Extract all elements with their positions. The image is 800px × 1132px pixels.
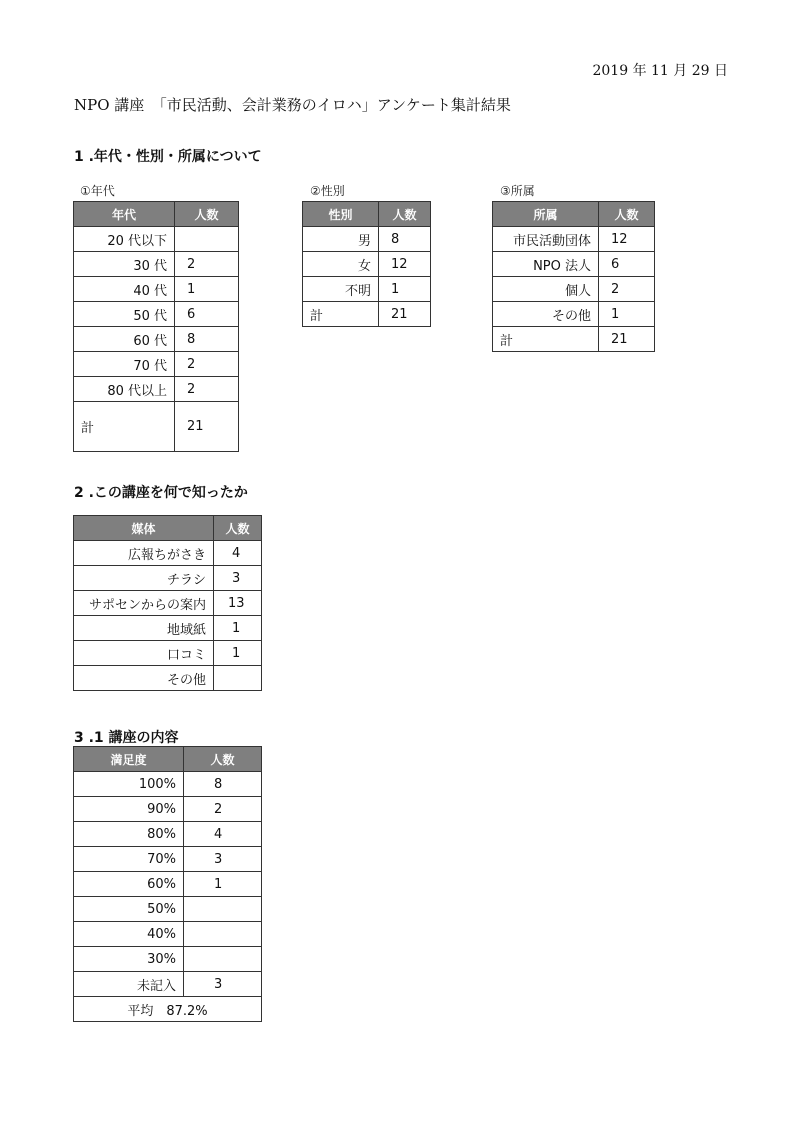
affiliation-count-cell: 12 [599,227,655,252]
age-count-cell: 2 [175,352,239,377]
total-count-cell: 21 [175,402,239,452]
total-count-cell: 21 [599,327,655,352]
age-label-cell: 70 代 [74,352,175,377]
media-label-cell: サポセンからの案内 [74,591,214,616]
media-count-cell: 1 [214,641,262,666]
table-row [303,252,431,277]
gender-count-cell: 8 [379,227,431,252]
satisfaction-count-cell [184,947,262,972]
table-row [74,872,262,897]
section-2-title: 2 .この講座を何で知ったか [74,485,248,501]
affiliation-count-cell: 6 [599,252,655,277]
table-header-cell: 性別 [303,202,379,227]
satisfaction-count-cell: 3 [184,972,262,997]
satisfaction-label-cell: 未記入 [74,972,184,997]
age-count-cell: 2 [175,377,239,402]
age-count-cell [175,227,239,252]
table-row [74,847,262,872]
table-row [303,277,431,302]
gender-count-cell: 1 [379,277,431,302]
age-table [73,201,239,452]
total-row [74,402,239,452]
media-label-cell: 口コミ [74,641,214,666]
gender-table [302,201,431,327]
age-count-cell: 6 [175,302,239,327]
total-row [303,302,431,327]
affiliation-count-cell: 2 [599,277,655,302]
satisfaction-label-cell: 30% [74,947,184,972]
gender-table-label: ②性別 [310,184,345,198]
media-table [73,515,262,691]
media-count-cell: 1 [214,616,262,641]
satisfaction-count-cell: 3 [184,847,262,872]
average-cell: 平均 87.2% [74,997,262,1022]
table-row [74,227,239,252]
table-header-cell: 人数 [379,202,431,227]
table-row [74,797,262,822]
table-row [74,377,239,402]
table-header-row [74,747,262,772]
age-table-label: ①年代 [80,184,115,198]
table-row [74,822,262,847]
section-1-title: 1 .年代・性別・所属について [74,149,262,165]
table-row [74,252,239,277]
table-header-cell: 満足度 [74,747,184,772]
table-row [493,277,655,302]
satisfaction-label-cell: 100% [74,772,184,797]
table-row [74,566,262,591]
age-count-cell: 1 [175,277,239,302]
table-row [493,227,655,252]
satisfaction-label-cell: 40% [74,922,184,947]
table-row [303,227,431,252]
media-count-cell: 13 [214,591,262,616]
total-label-cell: 計 [74,402,175,452]
media-count-cell: 4 [214,541,262,566]
media-count-cell: 3 [214,566,262,591]
table-row [74,591,262,616]
age-label-cell: 30 代 [74,252,175,277]
gender-count-cell: 12 [379,252,431,277]
table-header-cell: 人数 [175,202,239,227]
average-row [74,997,262,1022]
media-label-cell: チラシ [74,566,214,591]
table-header-row [493,202,655,227]
table-row [74,897,262,922]
media-label-cell: 地域紙 [74,616,214,641]
total-count-cell: 21 [379,302,431,327]
satisfaction-count-cell [184,922,262,947]
table-header-cell: 人数 [599,202,655,227]
affiliation-count-cell: 1 [599,302,655,327]
table-row [74,666,262,691]
table-row [74,972,262,997]
age-count-cell: 8 [175,327,239,352]
affiliation-table [492,201,655,352]
table-header-cell: 人数 [214,516,262,541]
age-label-cell: 40 代 [74,277,175,302]
table-header-cell: 人数 [184,747,262,772]
affiliation-label-cell: NPO 法人 [493,252,599,277]
media-label-cell: その他 [74,666,214,691]
table-header-cell: 所属 [493,202,599,227]
table-row [74,541,262,566]
satisfaction-count-cell [184,897,262,922]
satisfaction-table [73,746,262,1022]
document-date: 2019 年 11 月 29 日 [592,63,728,79]
table-header-cell: 媒体 [74,516,214,541]
table-header-row [303,202,431,227]
document-title: NPO 講座 「市民活動、会計業務のイロハ」アンケート集計結果 [74,96,511,114]
satisfaction-count-cell: 2 [184,797,262,822]
gender-label-cell: 女 [303,252,379,277]
table-row [493,252,655,277]
affiliation-label-cell: その他 [493,302,599,327]
table-row [74,641,262,666]
table-row [74,772,262,797]
gender-label-cell: 男 [303,227,379,252]
satisfaction-count-cell: 4 [184,822,262,847]
table-header-cell: 年代 [74,202,175,227]
satisfaction-count-cell: 8 [184,772,262,797]
age-label-cell: 60 代 [74,327,175,352]
table-row [74,922,262,947]
satisfaction-label-cell: 60% [74,872,184,897]
affiliation-label-cell: 個人 [493,277,599,302]
table-row [74,302,239,327]
total-label-cell: 計 [303,302,379,327]
table-row [493,302,655,327]
affiliation-label-cell: 市民活動団体 [493,227,599,252]
total-row [493,327,655,352]
media-count-cell [214,666,262,691]
satisfaction-label-cell: 90% [74,797,184,822]
table-header-row [74,202,239,227]
age-label-cell: 50 代 [74,302,175,327]
age-label-cell: 80 代以上 [74,377,175,402]
age-count-cell: 2 [175,252,239,277]
table-row [74,947,262,972]
gender-label-cell: 不明 [303,277,379,302]
table-row [74,352,239,377]
section-3-title: 3 .1 講座の内容 [74,730,179,746]
total-label-cell: 計 [493,327,599,352]
table-row [74,327,239,352]
satisfaction-label-cell: 50% [74,897,184,922]
satisfaction-label-cell: 80% [74,822,184,847]
media-label-cell: 広報ちがさき [74,541,214,566]
satisfaction-label-cell: 70% [74,847,184,872]
table-header-row [74,516,262,541]
age-label-cell: 20 代以下 [74,227,175,252]
affiliation-table-label: ③所属 [500,184,535,198]
satisfaction-count-cell: 1 [184,872,262,897]
table-row [74,277,239,302]
table-row [74,616,262,641]
